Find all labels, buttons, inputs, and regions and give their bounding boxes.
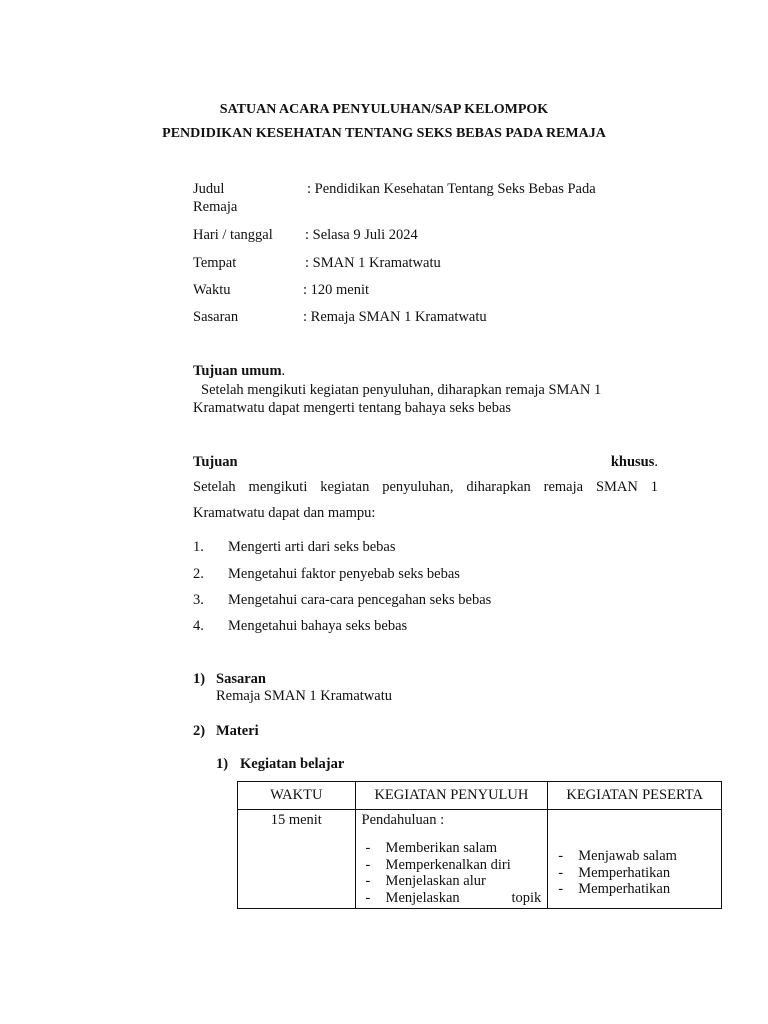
tujuan-khusus-line2: Kramatwatu dapat dan mampu: bbox=[193, 505, 376, 521]
list-item-text: Mengetahui faktor penyebab seks bebas bbox=[228, 566, 460, 582]
justified-word: Setelah bbox=[193, 479, 236, 495]
section-1-number: 1) bbox=[193, 671, 206, 687]
justified-word: penyuluhan, bbox=[382, 479, 454, 495]
penyuluh-intro: Pendahuluan : bbox=[361, 812, 445, 828]
list-item bbox=[193, 618, 204, 635]
penyuluh-last-word-1: - Menjelaskan bbox=[385, 889, 460, 906]
tujuan-umum-line1: Setelah mengikuti kegiatan penyuluhan, diharapkan remaja SMAN 1 bbox=[201, 382, 602, 398]
tujuan-umum-heading bbox=[193, 363, 285, 380]
sasaran-label: Sasaran bbox=[193, 309, 239, 325]
penyuluh-list bbox=[356, 840, 548, 906]
list-item-number: 1. bbox=[193, 539, 204, 555]
waktu-value: : 120 menit bbox=[303, 282, 370, 298]
tujuan-khusus-heading-punct: . bbox=[654, 454, 658, 470]
justified-word: SMAN bbox=[595, 479, 638, 495]
tujuan-khusus-heading-right-wrap bbox=[611, 454, 658, 471]
list-item: - Memperhatikan bbox=[548, 881, 721, 898]
header-kegiatan-penyuluh: KEGIATAN PENYULUH bbox=[355, 782, 548, 810]
waktu-label: Waktu bbox=[193, 282, 231, 298]
judul-value: : Pendidikan Kesehatan Tentang Seks Bebas Pada bbox=[307, 181, 596, 197]
penyuluh-last-word-2: topik bbox=[511, 889, 542, 906]
judul-value-continued: Remaja bbox=[193, 199, 238, 215]
tujuan-khusus-heading-right: khusus bbox=[610, 454, 655, 470]
list-item: - Menjelaskan alur bbox=[356, 873, 548, 890]
justified-word: kegiatan bbox=[320, 479, 370, 495]
list-item bbox=[356, 890, 548, 907]
cell-waktu bbox=[238, 810, 356, 909]
tempat-label: Tempat bbox=[193, 255, 237, 271]
subsection-1-number: 1) bbox=[216, 756, 229, 772]
list-item bbox=[193, 566, 204, 583]
header-waktu: WAKTU bbox=[238, 782, 356, 810]
list-item: - Memberikan salam bbox=[356, 840, 548, 857]
section-2-number: 2) bbox=[193, 723, 206, 739]
cell-kegiatan-penyuluh bbox=[355, 810, 548, 909]
tujuan-khusus-heading-left: Tujuan bbox=[193, 454, 238, 470]
list-item bbox=[193, 592, 204, 609]
tujuan-umum-heading-text: Tujuan umum bbox=[193, 363, 282, 379]
list-item-text: Mengerti arti dari seks bebas bbox=[228, 539, 396, 555]
justified-word: diharapkan bbox=[466, 479, 531, 495]
tujuan-umum-heading-punct: . bbox=[281, 363, 286, 379]
table-header-row bbox=[238, 782, 722, 810]
document-subtitle: PENDIDIKAN KESEHATAN TENTANG SEKS BEBAS PADA REMAJA bbox=[162, 126, 606, 141]
list-item bbox=[193, 539, 204, 556]
hari-tanggal-value: : Selasa 9 Juli 2024 bbox=[305, 227, 418, 243]
penyuluh-last-item bbox=[386, 890, 542, 907]
document-title: SATUAN ACARA PENYULUHAN/SAP KELOMPOK bbox=[219, 102, 549, 117]
tujuan-umum-line2: Kramatwatu dapat mengerti tentang bahaya seks bebas bbox=[193, 400, 512, 416]
subsection-1-heading: Kegiatan belajar bbox=[240, 756, 345, 772]
justified-word: 1 bbox=[650, 479, 658, 495]
list-item: - Memperkenalkan diri bbox=[356, 857, 548, 874]
hari-tanggal-label: Hari / tanggal bbox=[193, 227, 273, 243]
justified-word: mengikuti bbox=[248, 479, 308, 495]
section-2-heading: Materi bbox=[216, 723, 259, 739]
list-item-number: 2. bbox=[193, 566, 204, 582]
list-item-number: 4. bbox=[193, 618, 204, 634]
list-item-text: Mengetahui bahaya seks bebas bbox=[228, 618, 408, 634]
cell-kegiatan-peserta bbox=[548, 810, 722, 909]
table-row bbox=[238, 810, 722, 909]
section-1-body: Remaja SMAN 1 Kramatwatu bbox=[216, 688, 392, 704]
list-item-text: Mengetahui cara-cara pencegahan seks bebas bbox=[228, 592, 492, 608]
list-item: - Menjawab salam bbox=[548, 848, 721, 865]
judul-label: Judul bbox=[193, 181, 225, 197]
peserta-list bbox=[548, 848, 721, 898]
tempat-value: : SMAN 1 Kramatwatu bbox=[305, 255, 441, 271]
list-item: - Memperhatikan bbox=[548, 865, 721, 882]
sasaran-value: : Remaja SMAN 1 Kramatwatu bbox=[303, 309, 487, 325]
tujuan-khusus-line1 bbox=[193, 479, 658, 496]
waktu-text: 15 menit bbox=[270, 812, 322, 828]
list-item-number: 3. bbox=[193, 592, 204, 608]
tujuan-khusus-heading bbox=[193, 454, 658, 471]
section-1-heading: Sasaran bbox=[216, 671, 266, 687]
justified-word: remaja bbox=[543, 479, 584, 495]
kegiatan-table bbox=[237, 781, 722, 909]
header-kegiatan-peserta: KEGIATAN PESERTA bbox=[548, 782, 722, 810]
